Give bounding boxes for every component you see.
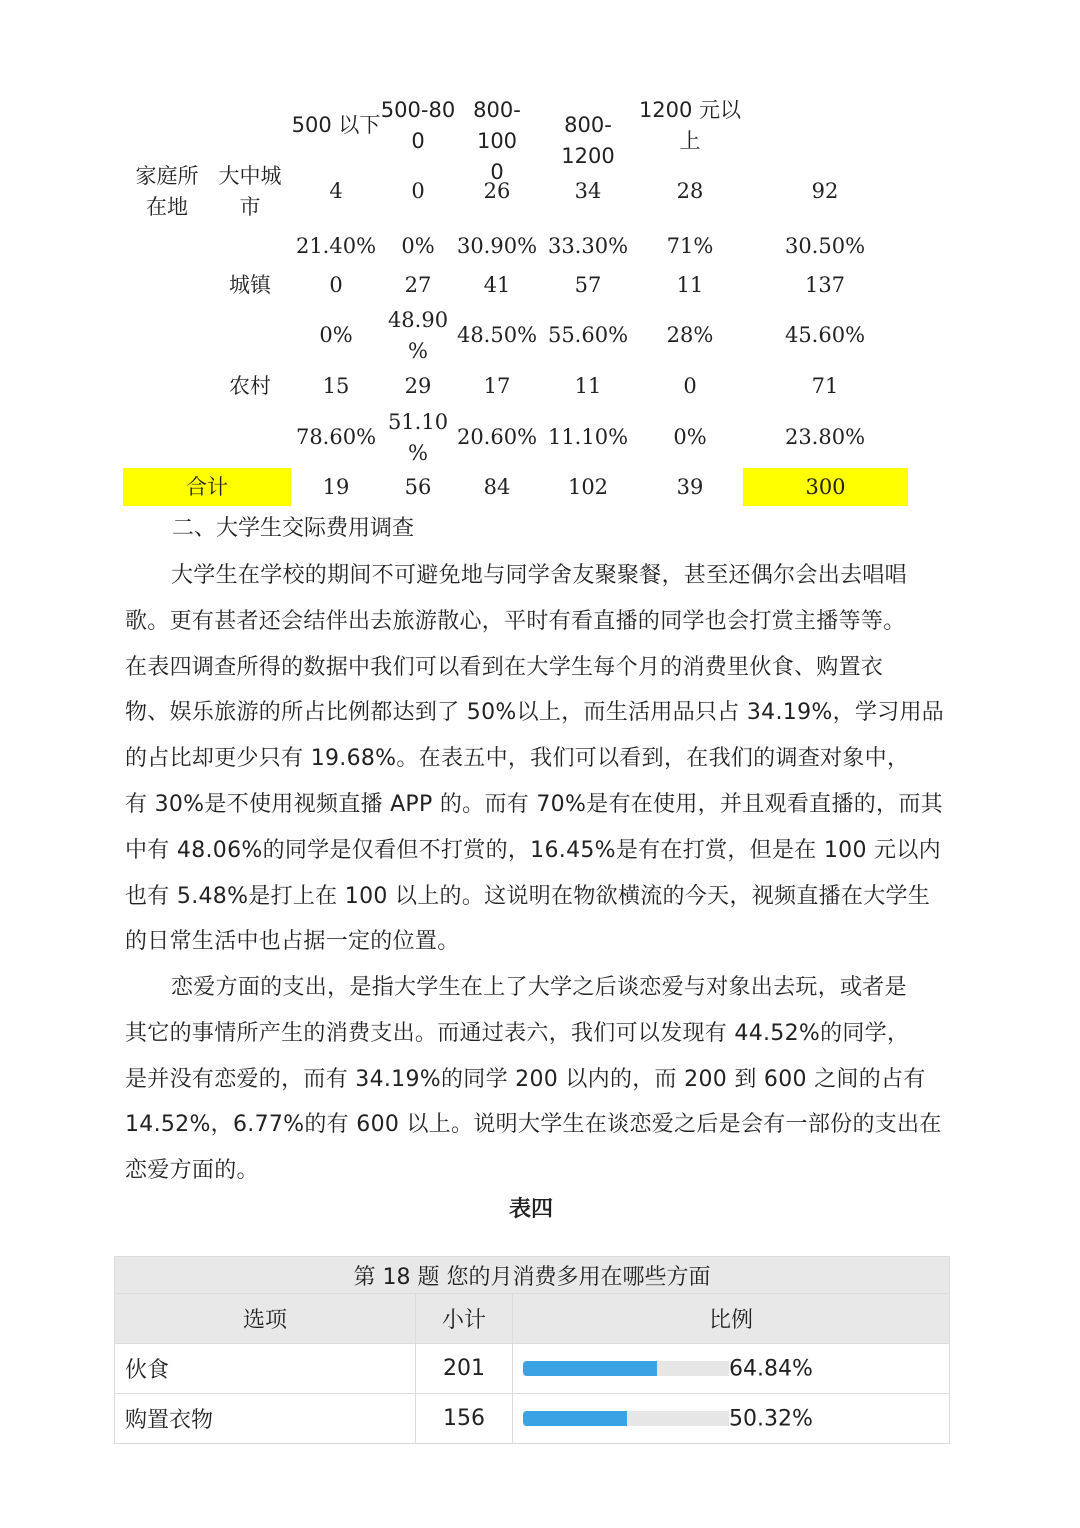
percent-cell: 48.50% [456,323,538,347]
count-cell: 41 [483,273,511,297]
section-heading: 二、大学生交际费用调查 [172,516,415,541]
total-cell: 300 [805,475,846,499]
ratio-cell [513,1394,950,1444]
percent-cell: 78.60% [295,425,377,449]
text-line: 恋爱方面的支出，是指大学生在上了大学之后谈恋爱与对象出去玩，或者是 [171,975,907,1000]
table4 [114,1256,950,1444]
total-cell: 39 [676,475,704,499]
count-cell: 29 [404,374,432,398]
text-line: 的占比却更少只有 19.68%。在表五中，我们可以看到，在我们的调查对象中， [125,746,910,772]
count-cell: 28 [676,179,704,203]
table4-caption: 表四 [508,1197,553,1222]
total-cell: 56 [404,475,432,499]
row-label: 农村 [229,374,271,398]
percent-cell: 21.40% [295,234,377,258]
percent-cell: 51.10 % [387,410,449,465]
table-row [115,1344,950,1394]
question-title: 第 18 题 您的月消费多用在哪些方面 [115,1257,950,1294]
percent-cell: 55.60% [547,323,629,347]
percent-cell: 28% [666,323,714,347]
header-option: 选项 [115,1294,416,1344]
ratio-label: 64.84% [729,1356,813,1382]
count-cell: 11 [676,273,704,297]
text-line: 是并没有恋爱的，而有 34.19%的同学 200 以内的，而 200 到 600 之间的占有 [125,1066,926,1092]
text-line: 其它的事情所产生的消费支出。而通过表六，我们可以发现有 44.52%的同学， [125,1020,910,1046]
text-line: 大学生在学校的期间不可避免地与同学舍友聚聚餐，甚至还偶尔会出去唱唱 [171,563,907,588]
option-cell: 伙食 [115,1344,416,1394]
percent-cell: 0% [401,234,435,258]
col-header: 800-100 0 [473,98,521,184]
count-cell: 34 [574,179,602,203]
percent-cell: 33.30% [547,234,629,258]
count-cell: 15 [322,374,350,398]
percent-cell: 45.60% [784,323,866,347]
percent-cell: 23.80% [784,425,866,449]
percent-cell: 20.60% [456,425,538,449]
count-cell: 0 [683,374,697,398]
text-line: 恋爱方面的。 [125,1158,259,1184]
total-cell: 84 [483,475,511,499]
paragraph-social-expense [125,553,945,965]
col-header: 500 以下 [291,113,381,137]
text-line: 的日常生活中也占据一定的位置。 [125,929,460,955]
count-cell: 71 [811,374,839,398]
percent-cell: 48.90 % [387,308,449,363]
count-cell: 137 [804,273,846,297]
total-label: 合计 [186,475,228,499]
percent-cell: 0% [319,323,353,347]
paragraph-dating-expense [125,965,945,1194]
total-cell: 19 [322,475,350,499]
table-row [115,1394,950,1444]
count-cell: 0 [329,273,343,297]
count-cell: 11 [574,374,602,398]
percent-cell: 11.10% [547,425,629,449]
text-line: 在表四调查所得的数据中我们可以看到在大学生每个月的消费里伙食、购置衣 [125,654,884,680]
ratio-bar-fill [523,1361,657,1376]
count-cell: 26 [483,179,511,203]
row-group-label: 家庭所 在地 [135,164,199,219]
col-header: 800-1200 [561,113,615,168]
ratio-bar-track [523,1411,729,1426]
percent-cell: 0% [673,425,707,449]
col-header: 1200 元以 上 [638,98,742,153]
text-line: 物、娱乐旅游的所占比例都达到了 50%以上，而生活用品只占 34.19%，学习用品 [125,700,945,726]
row-label: 城镇 [229,273,271,297]
option-cell: 购置衣物 [115,1394,416,1444]
text-line: 14.52%，6.77%的有 600 以上。说明大学生在谈恋爱之后是会有一部份的支出在 [125,1112,942,1138]
count-cell: 57 [574,273,602,297]
text-line: 有 30%是不使用视频直播 APP 的。而有 70%是有在使用，并且观看直播的，而其 [125,791,943,817]
count-cell: 0 [411,179,425,203]
count-cell: 17 [483,374,511,398]
row-label: 大中城 市 [218,164,282,219]
ratio-bar-fill [523,1411,627,1426]
count-cell: 4 [329,179,343,203]
percent-cell: 30.50% [784,234,866,258]
count-cell: 156 [416,1394,513,1444]
ratio-cell [513,1344,950,1394]
ratio-bar-track [523,1361,729,1376]
col-header: 500-80 0 [380,98,456,153]
text-line: 也有 5.48%是打上在 100 以上的。这说明在物欲横流的今天，视频直播在大学生 [125,883,931,909]
header-ratio: 比例 [513,1294,950,1344]
count-cell: 92 [811,179,839,203]
header-count: 小计 [416,1294,513,1344]
count-cell: 27 [404,273,432,297]
ratio-label: 50.32% [729,1406,813,1432]
percent-cell: 71% [666,234,714,258]
text-line: 中有 48.06%的同学是仅看但不打赏的，16.45%是有在打赏，但是在 100 元以内 [125,837,941,863]
total-cell: 102 [567,475,609,499]
count-cell: 201 [416,1344,513,1394]
percent-cell: 30.90% [456,234,538,258]
text-line: 歌。更有甚者还会结伴出去旅游散心，平时有看直播的同学也会打赏主播等等。 [125,608,906,634]
